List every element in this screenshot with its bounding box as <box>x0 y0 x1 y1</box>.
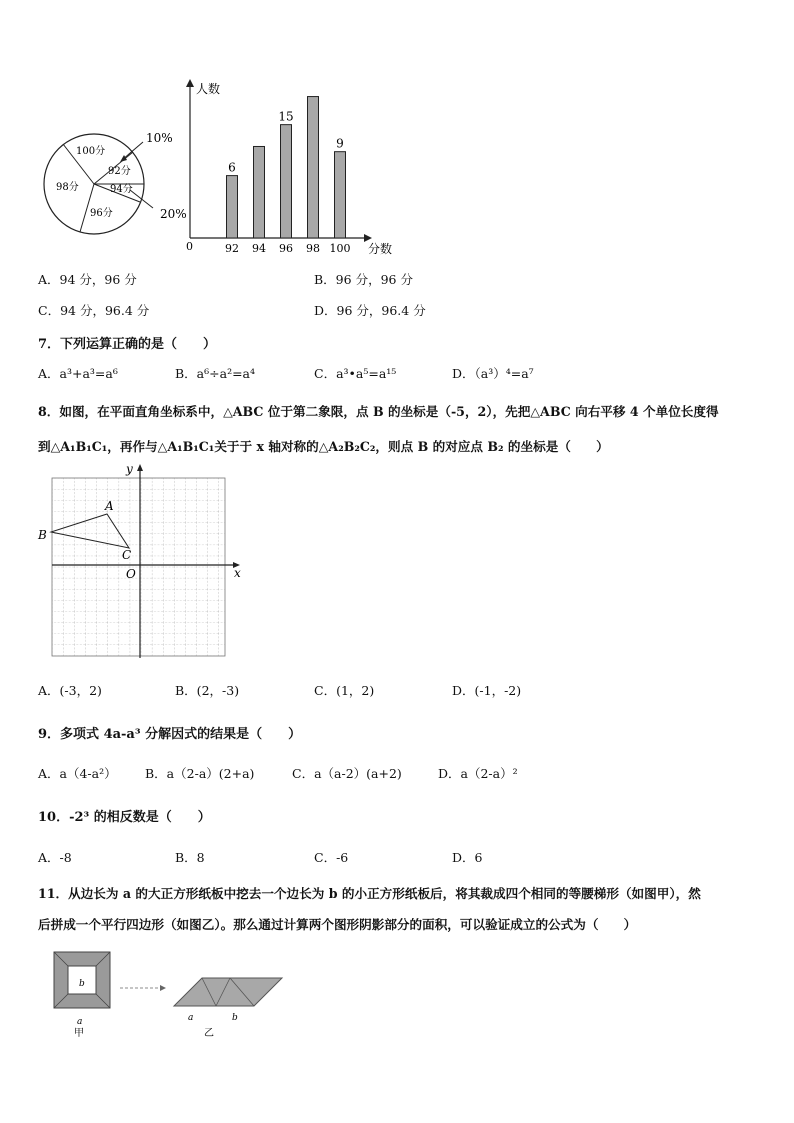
q8-option-a: A．(-3，2) <box>38 683 102 698</box>
figure-yi-label: 乙 <box>204 1028 214 1039</box>
point-b-label: B <box>38 528 47 542</box>
parallelogram-a-label: a <box>188 1013 194 1023</box>
big-square-side-label: a <box>77 1017 83 1027</box>
q10-option-b: B．8 <box>175 850 205 865</box>
q10-option-c: C．-6 <box>314 850 349 865</box>
point-c-label: C <box>122 548 132 562</box>
pie-label: 94分 <box>110 184 133 195</box>
q11-stem-line2: 后拼成一个平行四边形（如图乙）。那么通过计算两个图形阴影部分的面积，可以验证成立的公式为（ ） <box>38 917 637 932</box>
q9-stem: 9．多项式 4a-a³ 分解因式的结果是（ ） <box>38 727 302 742</box>
x-tick-label: 94 <box>252 242 266 255</box>
q6-option-b: B．96 分，96 分 <box>314 272 413 287</box>
pie-label: 100分 <box>76 146 106 157</box>
y-axis-label: y <box>126 462 133 476</box>
grid-area <box>52 478 225 656</box>
q8-stem-line2: 到△A₁B₁C₁，再作与△A₁B₁C₁关于于 x 轴对称的△A₂B₂C₂，则点 B 的对应点 B₂ 的坐标是（ ） <box>38 439 609 454</box>
q6-option-a: A．94 分，96 分 <box>38 272 137 287</box>
x-tick-label: 96 <box>279 242 293 255</box>
bar-value-label: 15 <box>278 109 294 124</box>
point-a-label: A <box>105 499 114 513</box>
q9-option-b: B．a（2-a）(2+a) <box>145 766 255 781</box>
bar-chart <box>180 75 410 265</box>
q8-stem-line1: 8．如图，在平面直角坐标系中，△ABC 位于第二象限，点 B 的坐标是（-5，2），先把△ABC 向右平移 4 个单位长度得 <box>38 404 719 419</box>
bar-value-label: 9 <box>336 136 344 151</box>
coordinate-grid <box>36 462 246 662</box>
parallelogram-b-label: b <box>232 1013 238 1023</box>
bar-96 <box>281 125 292 238</box>
origin-label: O <box>126 567 136 581</box>
x-tick-label: 92 <box>225 242 239 255</box>
bar-100 <box>335 152 346 238</box>
x-axis-label: 分数 <box>368 242 393 256</box>
q10-stem: 10．-2³ 的相反数是（ ） <box>38 810 211 825</box>
pie-label: 98分 <box>56 182 79 193</box>
q9-option-d: D．a（2-a）² <box>438 766 518 781</box>
q11-stem-line1: 11．从边长为 a 的大正方形纸板中挖去一个边长为 b 的小正方形纸板后，将其裁成四个相同的等腰梯形（如图甲），然 <box>38 886 701 901</box>
pie-callout-label: 20% <box>160 207 187 221</box>
pie-callout-label: 10% <box>146 131 173 145</box>
x-axis-label: x <box>234 566 241 580</box>
x-axis-arrow <box>364 234 372 242</box>
q8-option-b: B．(2，-3) <box>175 683 240 698</box>
q8-option-d: D．(-1，-2) <box>452 683 522 698</box>
q7-option-d: D．（a³）⁴=a⁷ <box>452 366 534 381</box>
q6-option-c: C．94 分，96.4 分 <box>38 303 150 318</box>
pie-label: 96分 <box>90 208 113 219</box>
bar-94 <box>254 146 265 238</box>
q10-option-d: D．6 <box>452 850 483 865</box>
x-tick-label: 98 <box>306 242 320 255</box>
q10-option-a: A．-8 <box>38 850 72 865</box>
bar-value-label: 6 <box>228 160 236 175</box>
q9-option-c: C．a（a-2）(a+2) <box>292 766 402 781</box>
q9-option-a: A．a（4-a²） <box>38 766 117 781</box>
q8-option-c: C．(1，2) <box>314 683 375 698</box>
bar-98 <box>308 97 319 238</box>
bar-92 <box>227 176 238 238</box>
figure-jia-label: 甲 <box>74 1028 84 1039</box>
q6-option-d: D．96 分，96.4 分 <box>314 303 426 318</box>
y-axis-arrow <box>137 464 143 471</box>
q7-stem: 7．下列运算正确的是（ ） <box>38 337 217 352</box>
q7-option-b: B．a⁶÷a²=a⁴ <box>175 366 256 381</box>
y-axis-label: 人数 <box>196 82 221 96</box>
figure-jia-yi <box>46 948 296 1043</box>
small-square-label: b <box>79 979 85 989</box>
x-tick-label: 100 <box>329 242 351 255</box>
q7-option-c: C．a³•a⁵=a¹⁵ <box>314 366 397 381</box>
q7-option-a: A．a³+a³=a⁶ <box>38 366 118 381</box>
origin-label: 0 <box>186 240 193 253</box>
y-axis-arrow <box>186 79 194 87</box>
pie-label: 92分 <box>108 166 131 177</box>
arrow-head <box>160 985 166 991</box>
